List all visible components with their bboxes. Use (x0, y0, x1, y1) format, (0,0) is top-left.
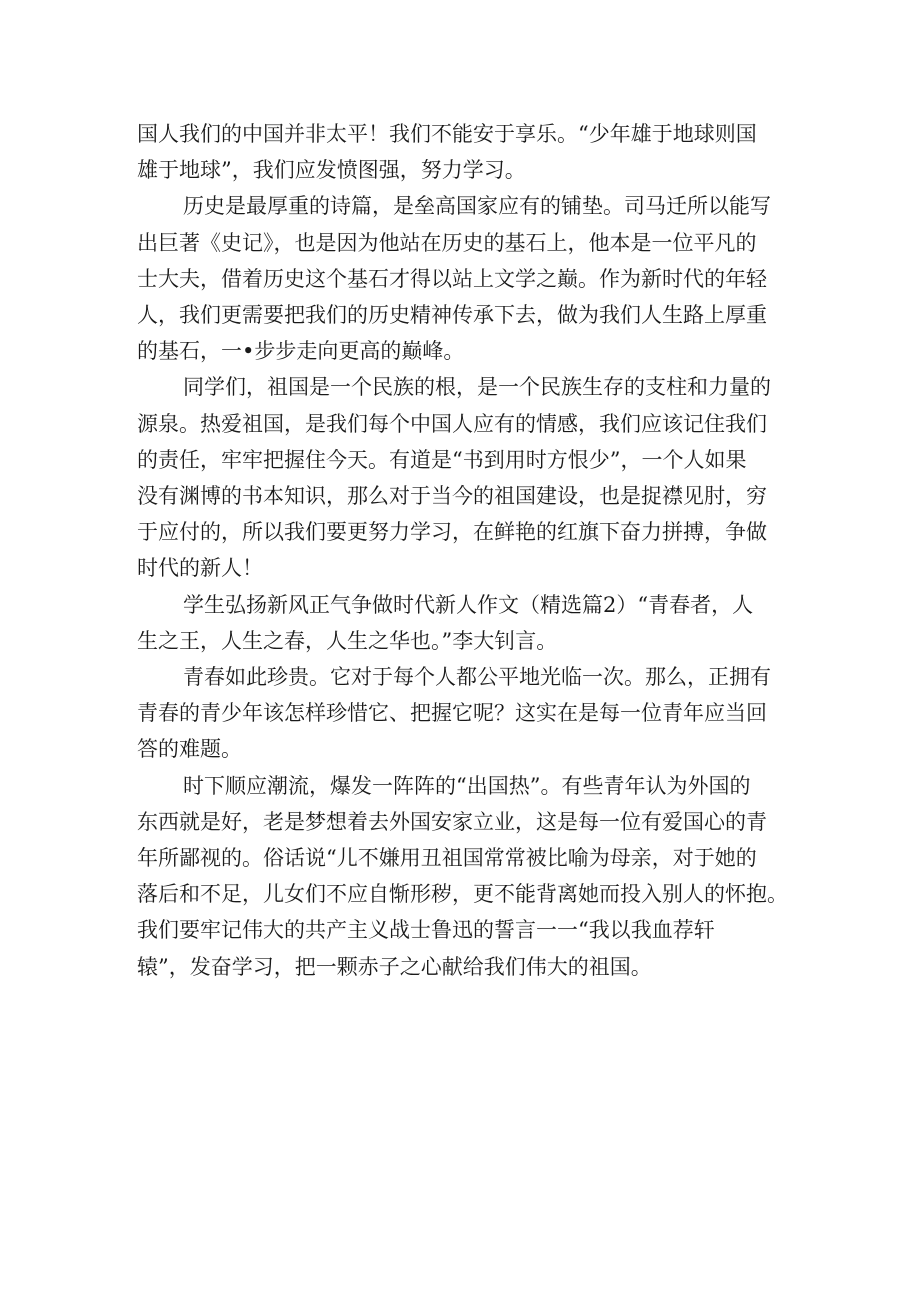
paragraph-line: 出巨著《史记》，也是因为他站在历史的基石上，他本是一位平凡的 (137, 230, 757, 255)
paragraph-line: 雄于地球”，我们应发愤图强，努力学习。 (137, 158, 526, 183)
paragraph-line: 年所鄙视的。俗话说“儿不嫌用丑祖国常常被比喻为母亲，对于她的 (137, 846, 757, 871)
paragraph-5 (137, 659, 787, 768)
paragraph-4 (137, 587, 787, 659)
paragraph-line: 时代的新人！ (137, 556, 263, 581)
paragraph-line: 于应付的，所以我们要更努力学习，在鲜艳的红旗下奋力拼搏，争做 (137, 520, 767, 545)
paragraph-line: 没有渊博的书本知识，那么对于当今的祖国建设，也是捉襟见肘，穷 (137, 484, 767, 509)
paragraph-line: 落后和不足，儿女们不应自惭形秽，更不能背离她而投入别人的怀抱。 (137, 882, 788, 907)
paragraph-line: 历史是最厚重的诗篇，是垒高国家应有的铺垫。司马迁所以能写 (183, 194, 771, 219)
paragraph-line: 学生弘扬新风正气争做时代新人作文（精选篇2）“青春者，人 (183, 592, 754, 617)
paragraph-line: 生之王，人生之春，人生之华也。”李大钊言。 (137, 628, 558, 653)
paragraph-line: 国人我们的中国并非太平！我们不能安于享乐。“少年雄于地球则国 (137, 122, 757, 146)
paragraph-line: 源泉。热爱祖国，是我们每个中国人应有的情感，我们应该记住我们 (137, 411, 767, 436)
paragraph-line: 青春如此珍贵。它对于每个人都公平地光临一次。那么，正拥有 (183, 665, 771, 690)
paragraph-line: 答的难题。 (137, 737, 242, 762)
paragraph-line: 东西就是好，老是梦想着去外国安家立业，这是每一位有爱国心的青 (137, 809, 767, 834)
paragraph-6 (137, 768, 787, 985)
paragraph-1 (137, 116, 787, 188)
paragraph-line: 人，我们更需要把我们的历史精神传承下去，做为我们人生路上厚重 (137, 303, 767, 328)
paragraph-line: 时下顺应潮流，爆发一阵阵的“出国热”。有些青年认为外国的 (183, 773, 751, 798)
document-body (137, 116, 787, 985)
paragraph-3 (137, 369, 787, 586)
paragraph-line: 辕”，发奋学习，把一颗赤子之心献给我们伟大的祖国。 (137, 954, 652, 979)
paragraph-line: 的责任，牢牢把握住今天。有道是“书到用时方恨少”，一个人如果 (137, 447, 747, 472)
paragraph-line: 的基石，一•步步走向更高的巅峰。 (137, 339, 465, 364)
paragraph-2 (137, 188, 787, 369)
paragraph-line: 我们要牢记伟大的共产主义战士鲁迅的誓言一一“我以我血荐轩 (137, 918, 715, 943)
paragraph-line: 同学们，祖国是一个民族的根，是一个民族生存的支柱和力量的 (183, 375, 771, 400)
paragraph-line: 青春的青少年该怎样珍惜它、把握它呢？这实在是每一位青年应当回 (137, 701, 767, 726)
paragraph-line: 士大夫，借着历史这个基石才得以站上文学之巅。作为新时代的年轻 (137, 266, 767, 291)
